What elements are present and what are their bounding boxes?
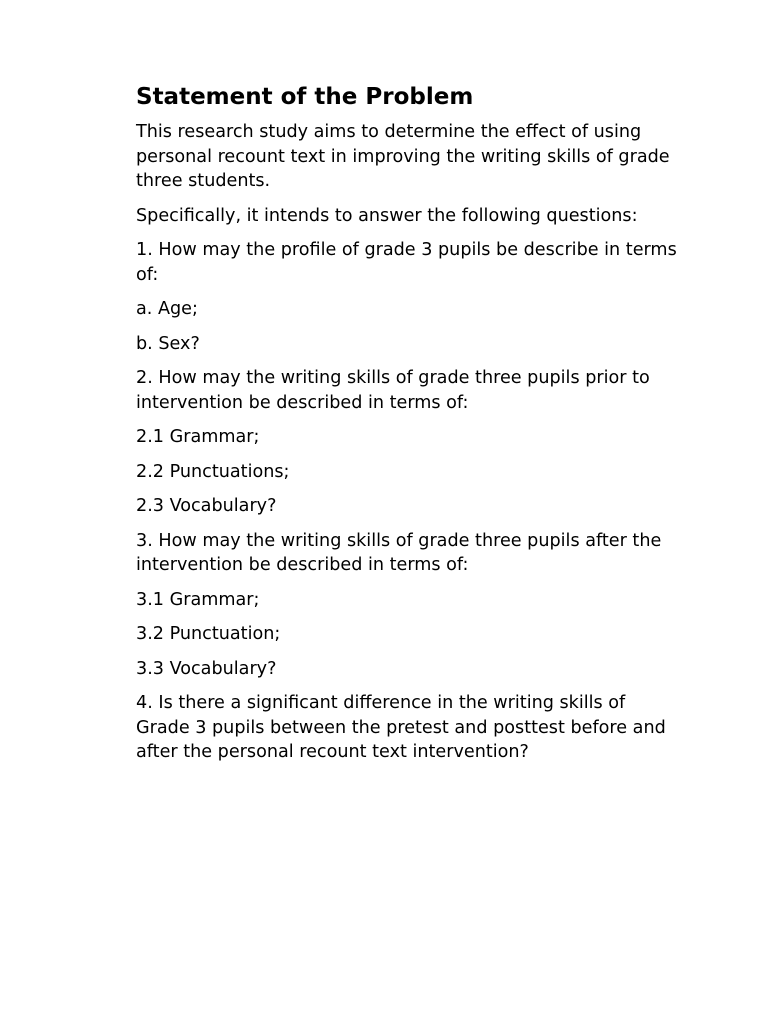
- question-3-item-2: 3.2 Punctuation;: [136, 624, 281, 644]
- question-3: 3. How may the writing skills of grade three pupils after the intervention be described in terms of:: [136, 530, 662, 575]
- question-4: 4. Is there a significant difference in the writing skills of Grade 3 pupils between the pretest and posttest before and after the personal recount text intervention?: [136, 693, 666, 762]
- question-2: 2. How may the writing skills of grade three pupils prior to intervention be described in terms of:: [136, 368, 650, 413]
- question-1: 1. How may the profile of grade 3 pupils be describe in terms of:: [136, 240, 677, 285]
- question-2-item-3: 2.3 Vocabulary?: [136, 496, 277, 516]
- intro-paragraph: This research study aims to determine the effect of using personal recount text in improving the writing skills of grade three students.: [136, 122, 670, 191]
- question-3-item-3: 3.3 Vocabulary?: [136, 658, 277, 679]
- question-2-item-1: 2.1 Grammar;: [136, 427, 260, 447]
- questions-intro: Specifically, it intends to answer the following questions:: [136, 205, 638, 226]
- question-3-item-1: 3.1 Grammar;: [136, 589, 260, 610]
- document-title: Statement of the Problem: [136, 84, 474, 110]
- question-2-item-2: 2.2 Punctuations;: [136, 461, 290, 482]
- question-1-item-a: a. Age;: [136, 299, 198, 319]
- question-1-item-b: b. Sex?: [136, 333, 200, 354]
- document-page: [136, 82, 696, 765]
